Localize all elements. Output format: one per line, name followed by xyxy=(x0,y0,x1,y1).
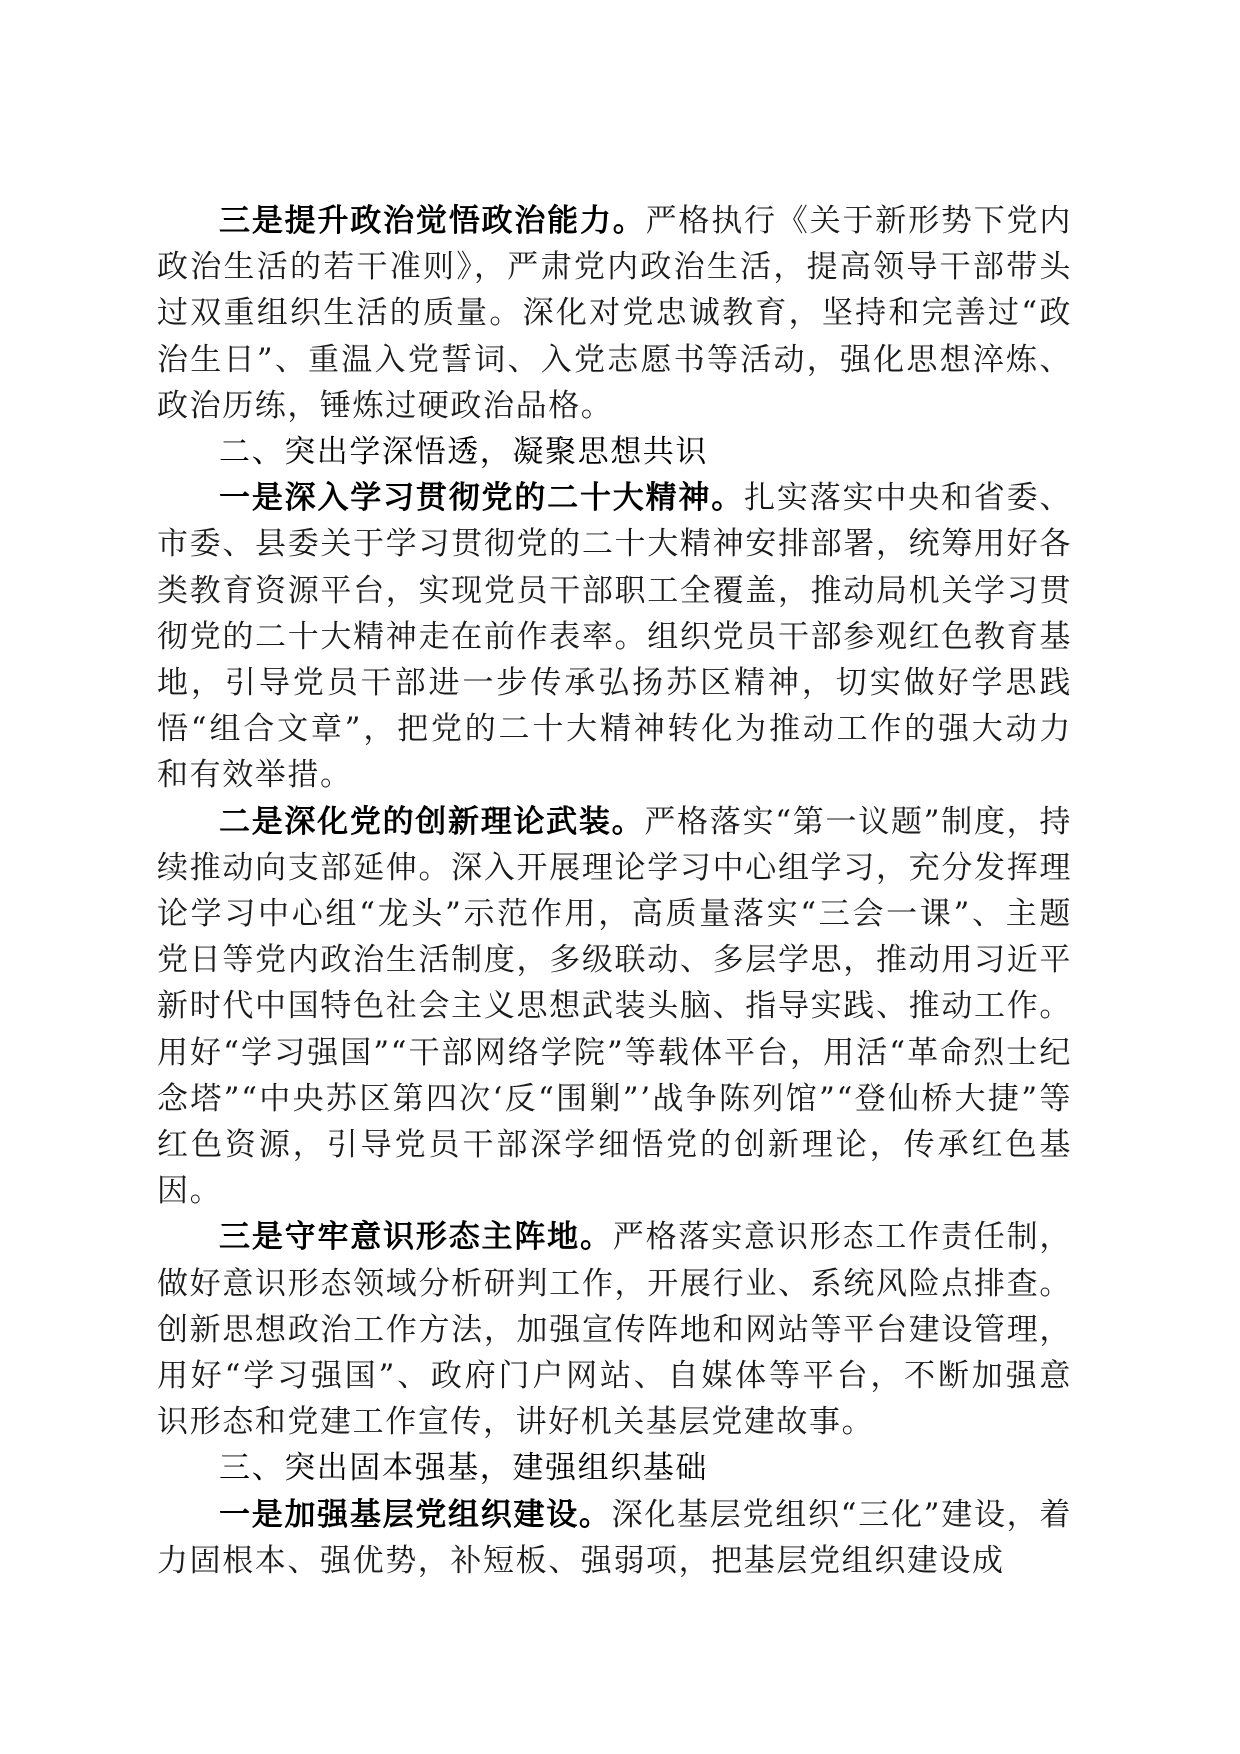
paragraph-lead: 一是加强基层党组织建设。 xyxy=(219,1496,612,1533)
paragraph-lead: 一是深入学习贯彻党的二十大精神。 xyxy=(219,480,745,517)
paragraph-ideology-front xyxy=(157,1214,1072,1445)
paragraph-body: 严格落实意识形态工作责任制，做好意识形态领域分析研判工作，开展行业、系统风险点排查。创新思想政治工作方法，加强宣传阵地和网站等平台建设管理，用好“学习强国”、政府门户网站、自媒体等平台，不断加强意识形态和党建工作宣传，讲好机关基层党建故事。 xyxy=(157,1219,1072,1441)
paragraph-political-awareness xyxy=(157,198,1072,429)
paragraph-body: 深化基层党组织“三化”建设，着力固根本、强优势，补短板、强弱项，把基层党组织建设成 xyxy=(157,1496,1073,1579)
paragraph-grassroots-organization xyxy=(157,1492,1072,1584)
paragraph-body: 扎实落实中央和省委、市委、县委关于学习贯彻党的二十大精神安排部署，统筹用好各类教育资源平台，实现党员干部职工全覆盖，推动局机关学习贯彻党的二十大精神走在前作表率。组织党员干部参观红色教育基地，引导党员干部进一步传承弘扬苏区精神，切实做好学思践悟“组合文章”，把党的二十大精神转化为推动工作的强大动力和有效举措。 xyxy=(157,480,1073,794)
paragraph-lead: 三是守牢意识形态主阵地。 xyxy=(219,1219,613,1256)
paragraph-lead: 二是深化党的创新理论武装。 xyxy=(219,803,645,840)
paragraph-study-20th-congress xyxy=(157,475,1072,798)
section-heading-3: 三、突出固本强基，建强组织基础 xyxy=(219,1450,708,1487)
paragraph-body: 严格执行《关于新形势下党内政治生活的若干准则》，严肃党内政治生活，提高领导干部带头过双重组织生活的质量。深化对党忠诚教育，坚持和完善过“政治生日”、重温入党誓词、入党志愿书等活动，强化思想淬炼、政治历练，锤炼过硬政治品格。 xyxy=(157,203,1072,424)
paragraph-innovative-theory xyxy=(157,799,1072,1215)
paragraph-body: 严格落实“第一议题”制度，持续推动向支部延伸。深入开展理论学习中心组学习，充分发挥理论学习中心组“龙头”示范作用，高质量落实“三会一课”、主题党日等党内政治生活制度，多级联动、多层学思，推动用习近平新时代中国特色社会主义思想武装头脑、指导实践、推动工作。用好“学习强国”“干部网络学院”等载体平台，用活“革命烈士纪念塔”“中央苏区第四次‘反“围剿”’战争陈列馆”“登仙桥大捷”等红色资源，引导党员干部深学细悟党的创新理论，传承红色基因。 xyxy=(157,803,1072,1210)
section-heading-2: 二、突出学深悟透，凝聚思想共识 xyxy=(219,434,708,471)
paragraph-lead: 三是提升政治觉悟政治能力。 xyxy=(219,203,646,239)
document-page xyxy=(157,198,1072,1584)
